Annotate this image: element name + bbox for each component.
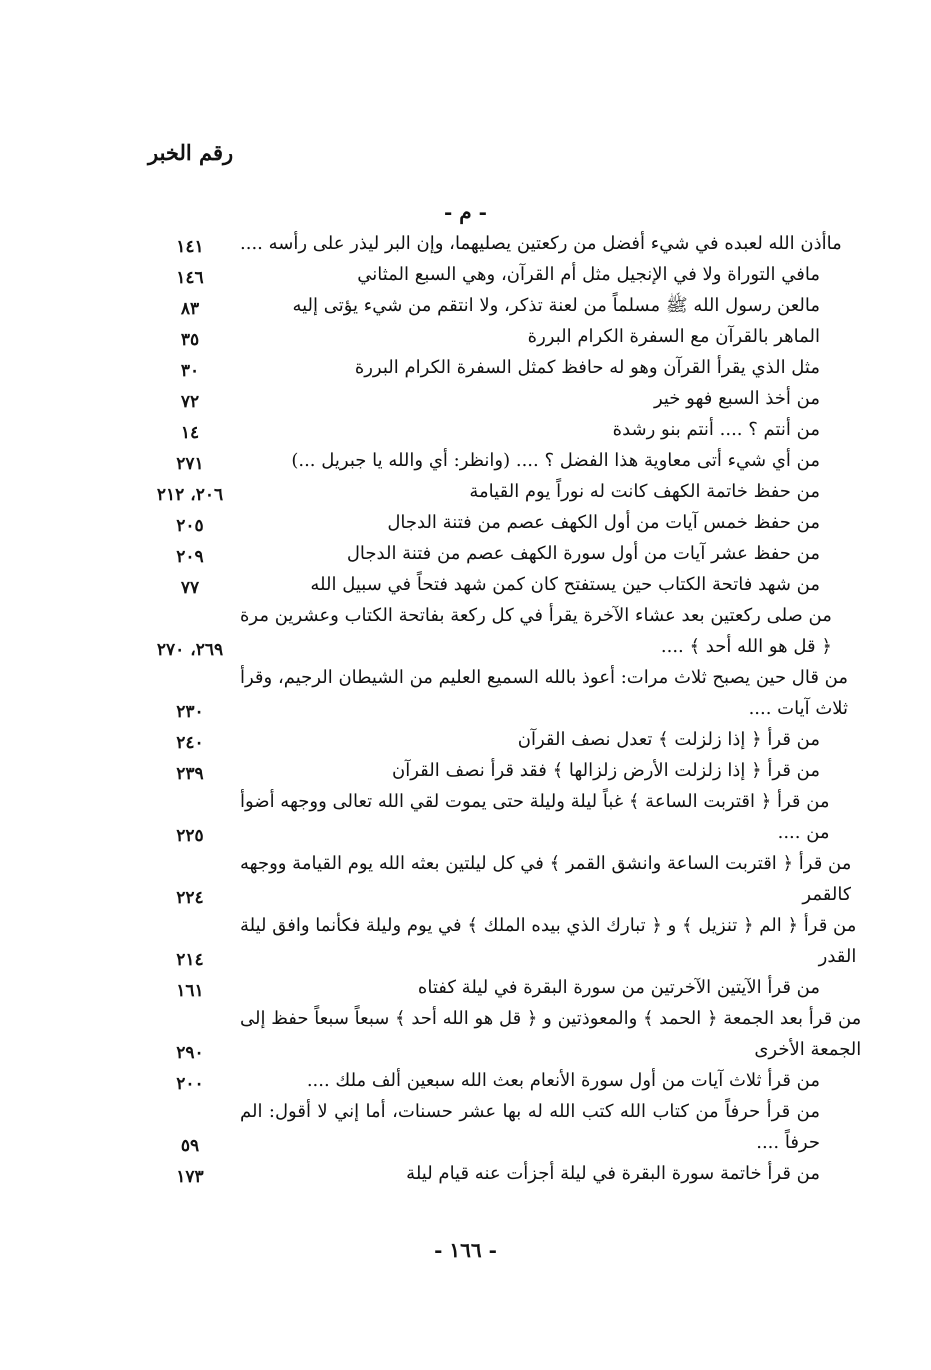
- text-line: من قرأ ﴿ إذا زلزلت ﴾ تعدل نصف القرآن: [517, 729, 820, 750]
- index-entry: [140, 321, 820, 352]
- index-entry: [140, 259, 820, 290]
- text-line: مالعن رسول الله ﷺ مسلماً من لعنة تذكر، ولا انتقم من شيء يؤتى إليه: [292, 295, 820, 316]
- index-entry: [140, 1158, 820, 1189]
- index-entry: [140, 1003, 862, 1065]
- column-header-hadith-number: رقم الخبر: [148, 140, 234, 165]
- index-entry: [140, 290, 820, 321]
- hadith-opening-text: [240, 569, 820, 600]
- index-entries-list: [140, 228, 862, 1189]
- hadith-reference-number: ٢٢٤: [176, 888, 204, 908]
- text-line: الماهر بالقرآن مع السفرة الكرام البررة: [527, 326, 820, 347]
- hadith-opening-text: [240, 600, 832, 662]
- index-entry: [140, 383, 820, 414]
- hadith-opening-text: [240, 507, 820, 538]
- hadith-opening-text: [240, 786, 830, 848]
- hadith-reference-number: ٢٢٥: [176, 826, 204, 846]
- text-line: من قرأ ﴿ اقتربت الساعة ﴾ غباً ليلة وليلة حتى يموت لقي الله تعالى ووجهه أضوأ: [240, 791, 830, 812]
- index-entry: [140, 352, 820, 383]
- index-entry: [140, 538, 820, 569]
- text-line: من قرأ الآيتين الآخرتين من سورة البقرة في ليلة كفتاه: [417, 977, 820, 998]
- hadith-reference-number: ٧٧: [180, 578, 200, 598]
- index-entry: [140, 476, 820, 507]
- hadith-opening-text: [240, 910, 856, 972]
- hadith-opening-text: [240, 445, 820, 476]
- hadith-reference-number: ٢٦٩، ٢٧٠: [156, 640, 224, 660]
- hadith-opening-text: [240, 1003, 861, 1065]
- index-entry: [140, 507, 820, 538]
- hadith-opening-text: [240, 662, 848, 724]
- text-line: من أخذ السبع فهو خير: [653, 388, 820, 409]
- index-entry: [140, 445, 820, 476]
- text-line: حرفاً ....: [756, 1132, 820, 1153]
- hadith-reference-number: ٢٩٠: [176, 1043, 204, 1063]
- hadith-opening-text: [240, 290, 820, 321]
- hadith-opening-text: [240, 724, 820, 755]
- hadith-opening-text: [240, 476, 820, 507]
- hadith-reference-number: ٢١٤: [176, 950, 204, 970]
- hadith-reference-number: ٢٣٠: [176, 702, 204, 722]
- text-line: من حفظ خمس آيات من أول الكهف عصم من فتنة الدجال: [387, 512, 820, 533]
- hadith-opening-text: [240, 1158, 820, 1189]
- index-entry: [140, 1065, 820, 1096]
- page-number: - ١٦٦ -: [434, 1238, 497, 1262]
- hadith-reference-number: ٥٩: [180, 1136, 200, 1156]
- hadith-reference-number: ١٤٦: [176, 268, 204, 288]
- index-entry: [140, 755, 820, 786]
- hadith-reference-number: ١٦١: [176, 981, 204, 1001]
- hadith-opening-text: [240, 972, 820, 1003]
- text-line: ثلاث آيات ....: [748, 698, 849, 719]
- hadith-reference-number: ١٧٣: [176, 1167, 204, 1187]
- hadith-reference-number: ٨٣: [180, 299, 200, 319]
- text-line: من قرأ بعد الجمعة ﴿ الحمد ﴾ والمعوذتين و ﴿ قل هو الله أحد ﴾ سبعاً سبعاً حفظ إلى: [240, 1008, 862, 1029]
- text-line: ماأذن الله لعبده في شيء أفضل من ركعتين يصليهما، وإن البر ليذر على رأسه ....: [240, 233, 842, 254]
- text-line: من أي شيء أتى معاوية هذا الفضل ؟ .... (وانظر: أي والله يا جبريل ...): [291, 450, 820, 471]
- hadith-opening-text: [240, 228, 842, 259]
- hadith-opening-text: [240, 352, 820, 383]
- text-line: الجمعة الأخرى: [754, 1039, 862, 1060]
- hadith-reference-number: ٢٠٥: [176, 516, 204, 536]
- index-entry: [140, 228, 842, 259]
- hadith-opening-text: [240, 414, 820, 445]
- index-entry: [140, 848, 852, 910]
- text-line: من قرأ ﴿ إذا زلزلت الأرض زلزالها ﴾ فقد قرأ نصف القرآن: [392, 760, 820, 781]
- index-entry: [140, 414, 820, 445]
- hadith-reference-number: ٢٠٦، ٢١٢: [156, 485, 224, 505]
- text-line: من قرأ ﴿ اقتربت الساعة وانشق القمر ﴾ في كل ليلتين بعثه الله يوم القيامة ووجهه: [240, 853, 852, 874]
- hadith-opening-text: [240, 321, 820, 352]
- hadith-reference-number: ٢٤٠: [176, 733, 204, 753]
- text-line: من أنتم ؟ .... أنتم بنو رشدة: [612, 419, 820, 440]
- hadith-opening-text: [240, 755, 820, 786]
- hadith-opening-text: [240, 259, 820, 290]
- index-entry: [140, 724, 820, 755]
- index-entry: [140, 786, 830, 848]
- hadith-reference-number: ٧٢: [180, 392, 200, 412]
- hadith-opening-text: [240, 383, 820, 414]
- text-line: من قرأ حرفاً من كتاب الله كتب الله له بها عشر حسنات، أما إني لا أقول: الم: [240, 1101, 820, 1122]
- hadith-reference-number: ٣٥: [180, 330, 200, 350]
- index-entry: [140, 569, 820, 600]
- text-line: من صلى ركعتين بعد عشاء الآخرة يقرأ في كل ركعة بفاتحة الكتاب وعشرين مرة: [240, 605, 832, 626]
- index-entry: [140, 1096, 820, 1158]
- hadith-reference-number: ١٤: [180, 423, 200, 443]
- hadith-opening-text: [240, 538, 820, 569]
- text-line: من شهد فاتحة الكتاب حين يستفتح كان كمن شهد فتحاً في سبيل الله: [310, 574, 820, 595]
- text-line: من قال حين يصبح ثلاث مرات: أعوذ بالله السميع العليم من الشيطان الرجيم، وقرأ: [240, 667, 849, 688]
- text-line: من حفظ عشر آيات من أول سورة الكهف عصم من فتنة الدجال: [346, 543, 820, 564]
- section-letter-heading: - م -: [444, 200, 487, 224]
- hadith-reference-number: ٢٣٩: [176, 764, 204, 784]
- text-line: القدر: [818, 946, 857, 967]
- text-line: مافي التوراة ولا في الإنجيل مثل أم القرآن، وهي السبع المثاني: [357, 264, 820, 285]
- index-entry: [140, 910, 857, 972]
- text-line: من حفظ خاتمة الكهف كانت له نوراً يوم القيامة: [469, 481, 820, 502]
- text-line: ﴿ قل هو الله أحد ﴾ ....: [660, 636, 832, 657]
- hadith-reference-number: ٢٠٩: [176, 547, 204, 567]
- hadith-opening-text: [240, 1096, 820, 1158]
- text-line: من قرأ خاتمة سورة البقرة في ليلة أجزأت عنه قيام ليلة: [406, 1163, 820, 1184]
- text-line: من قرأ ﴿ الم ﴿ تنزيل ﴾ و ﴿ تبارك الذي بيده الملك ﴾ في يوم وليلة فكأنما وافق ليلة: [240, 915, 857, 936]
- index-entry: [140, 662, 849, 724]
- hadith-opening-text: [240, 848, 851, 910]
- hadith-reference-number: ١٤١: [176, 237, 204, 257]
- hadith-opening-text: [240, 1065, 820, 1096]
- text-line: كالقمر: [802, 884, 852, 905]
- hadith-reference-number: ٣٠: [180, 361, 200, 381]
- text-line: من قرأ ثلاث آيات من أول سورة الأنعام بعث الله سبعين ألف ملك ....: [306, 1070, 820, 1091]
- hadith-reference-number: ٢٠٠: [176, 1074, 204, 1094]
- text-line: من ....: [777, 822, 830, 843]
- index-entry: [140, 972, 820, 1003]
- hadith-reference-number: ٢٧١: [176, 454, 204, 474]
- index-entry: [140, 600, 832, 662]
- text-line: مثل الذي يقرأ القرآن وهو له حافظ كمثل السفرة الكرام البررة: [354, 357, 820, 378]
